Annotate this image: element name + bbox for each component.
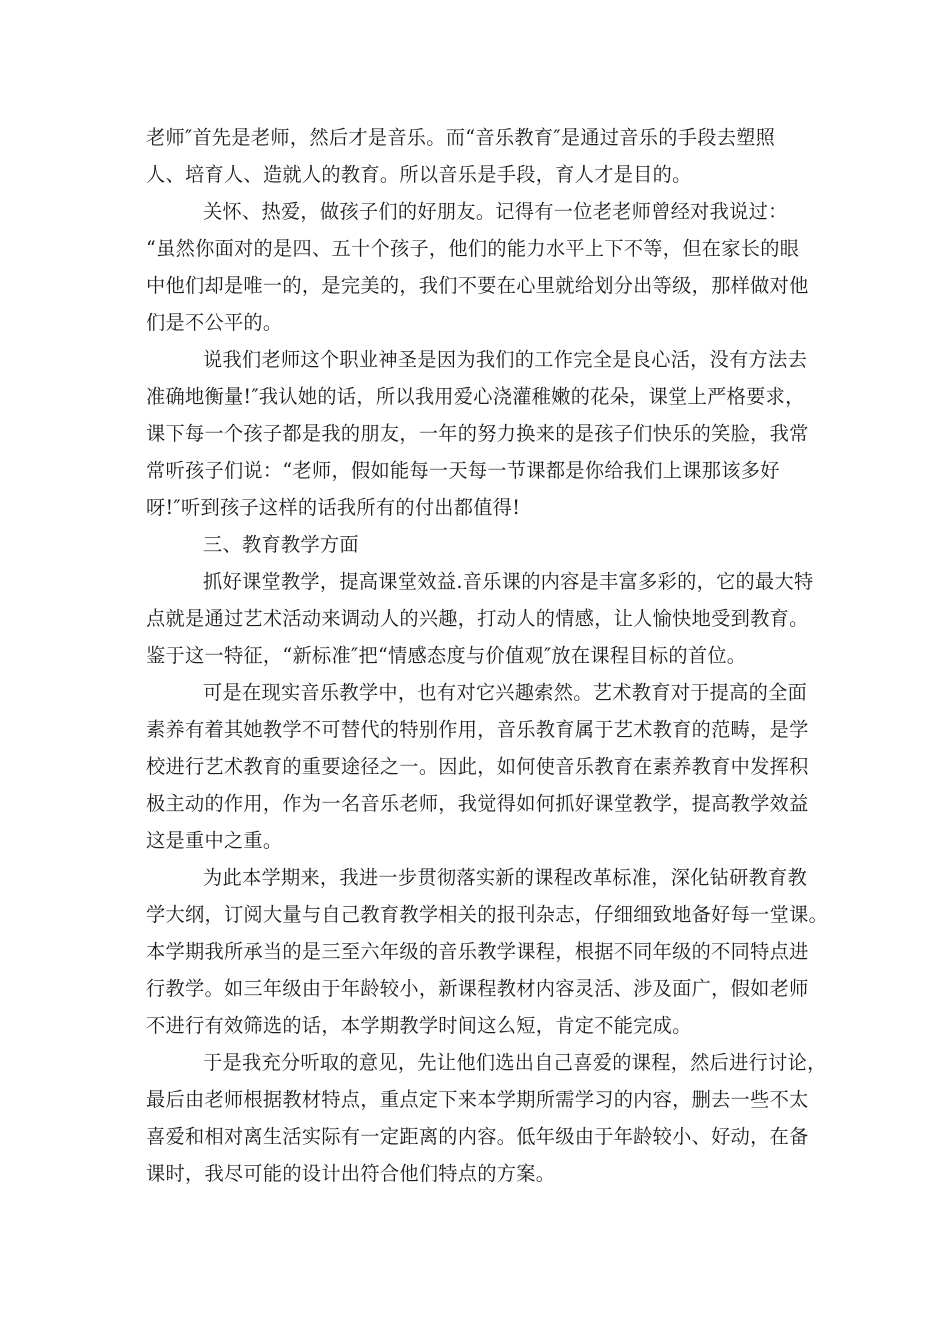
text-line: 课下每一个孩子都是我的朋友，一年的努力换来的是孩子们快乐的笑脸，我常: [146, 422, 809, 445]
text-line: 行教学。如三年级由于年龄较小，新课程教材内容灵活、涉及面广，假如老师: [146, 977, 809, 1000]
text-line: 不进行有效筛选的话，本学期教学时间这么短，肯定不能完成。: [146, 1014, 692, 1037]
text-line: 呀!″听到孩子这样的话我所有的付出都值得!: [146, 496, 521, 519]
text-line: 老师″首先是老师，然后才是音乐。而“音乐教育″是通过音乐的手段去塑照: [146, 126, 776, 149]
text-line: 素养有着其她教学不可替代的特别作用，音乐教育属于艺术教育的范畴，是学: [146, 718, 809, 741]
section-heading: 三、教育教学方面: [203, 533, 359, 556]
paragraph-start-line: 关怀、热爱，做孩子们的好朋友。记得有一位老老师曾经对我说过：: [203, 200, 788, 223]
text-line: 喜爱和相对离生活实际有一定距离的内容。低年级由于年龄较小、好动，在备: [146, 1125, 809, 1148]
paragraph-start-line: 为此本学期来，我进一步贯彻落实新的课程改革标准，深化钻研教育教: [203, 866, 808, 889]
text-line: “虽然你面对的是四、五十个孩子，他们的能力水平上下不等，但在家长的眼: [146, 237, 800, 260]
text-line: 中他们却是唯一的，是完美的，我们不要在心里就给划分出等级，那样做对他: [146, 274, 809, 297]
paragraph-start-line: 说我们老师这个职业神圣是因为我们的工作完全是良心活，没有方法去: [203, 348, 808, 371]
paragraph-start-line: 可是在现实音乐教学中，也有对它兴趣索然。艺术教育对于提高的全面: [203, 681, 808, 704]
paragraph-start-line: 抓好课堂教学，提高课堂效益.音乐课的内容是丰富多彩的，它的最大特: [203, 570, 814, 593]
text-line: 最后由老师根据教材特点，重点定下来本学期所需学习的内容，删去一些不太: [146, 1088, 809, 1111]
text-line: 这是重中之重。: [146, 829, 283, 852]
text-line: 本学期我所承当的是三至六年级的音乐教学课程，根据不同年级的不同特点进: [146, 940, 809, 963]
text-line: 校进行艺术教育的重要途径之一。因此，如何使音乐教育在素养教育中发挥积: [146, 755, 809, 778]
paragraph-start-line: 于是我充分听取的意见，先让他们选出自己喜爱的课程，然后进行讨论，: [203, 1051, 827, 1074]
text-line: 准确地衡量!″我认她的话，所以我用爱心浇灌稚嫩的花朵，课堂上严格要求，: [146, 385, 805, 408]
text-line: 人、培育人、造就人的教育。所以音乐是手段，育人才是目的。: [146, 163, 692, 186]
text-line: 课时，我尽可能的设计出符合他们特点的方案。: [146, 1162, 556, 1185]
text-line: 鉴于这一特征，“新标准″把“情感态度与价值观″放在课程目标的首位。: [146, 644, 747, 667]
text-line: 常听孩子们说：“老师，假如能每一天每一节课都是你给我们上课那该多好: [146, 459, 780, 482]
text-line: 学大纲，订阅大量与自己教育教学相关的报刊杂志，仔细细致地备好每一堂课。: [146, 903, 829, 926]
text-line: 们是不公平的。: [146, 311, 283, 334]
text-line: 极主动的作用，作为一名音乐老师，我觉得如何抓好课堂教学，提高教学效益: [146, 792, 809, 815]
text-line: 点就是通过艺术活动来调动人的兴趣，打动人的情感，让人愉快地受到教育。: [146, 607, 809, 630]
